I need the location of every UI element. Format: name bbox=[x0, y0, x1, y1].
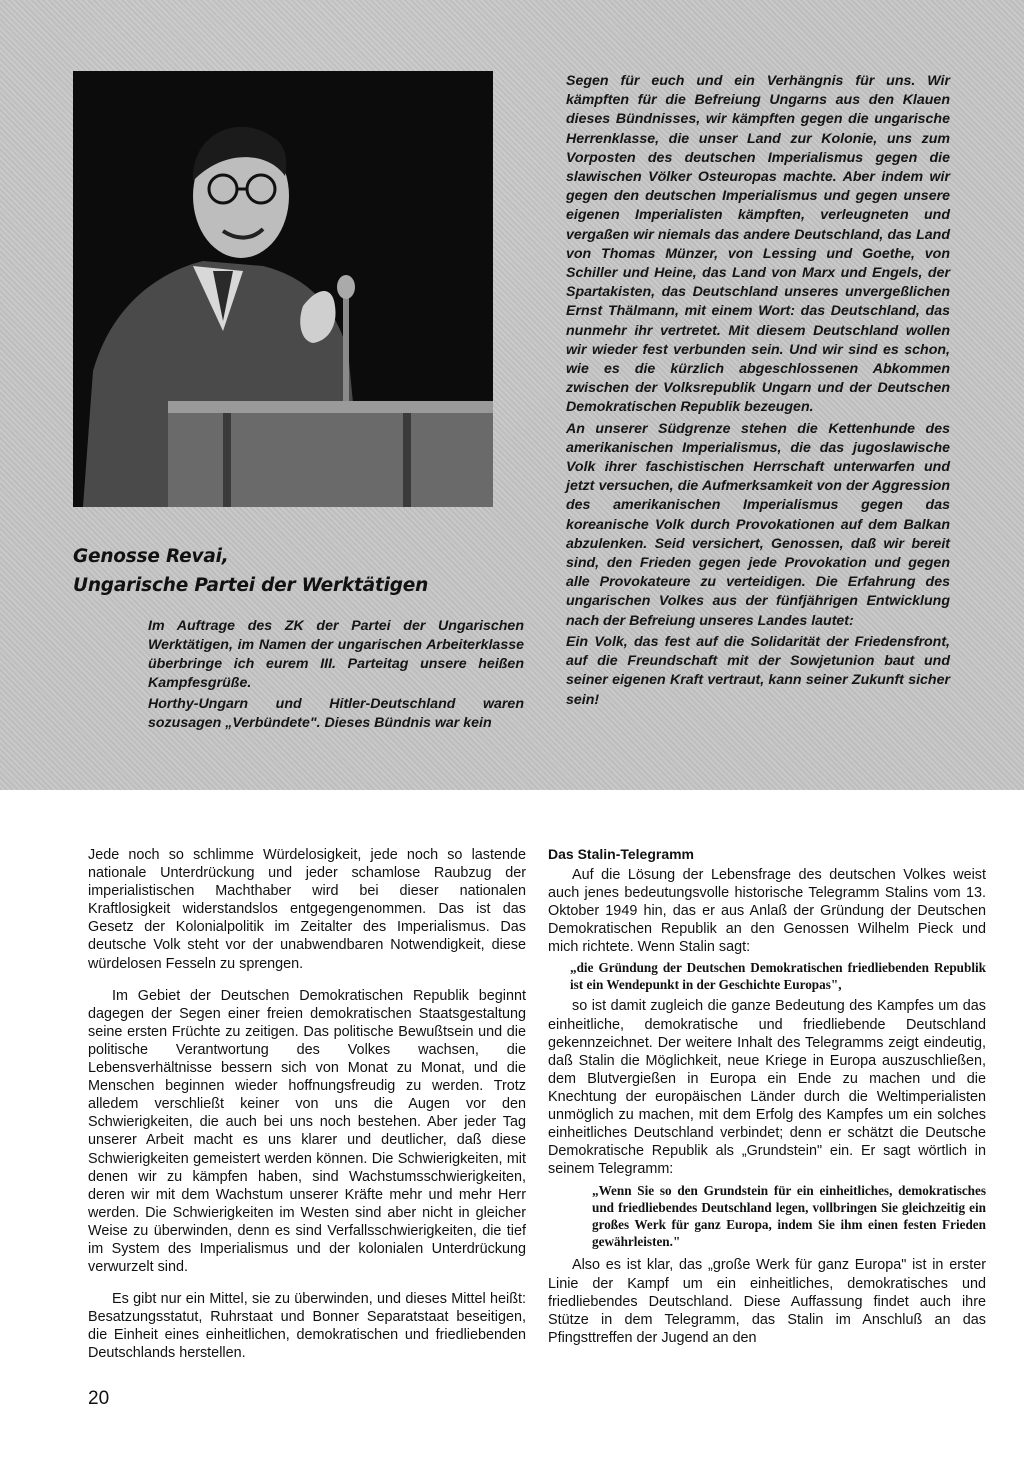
section-heading: Das Stalin-Telegramm bbox=[548, 846, 695, 862]
article-paragraph: Also es ist klar, das „große Werk für ganz Europa" ist in erster Linie der Kampf um ein einheitliches, demokratisches und friedliebendes Deutschland. Diese Auffassung findet auch ihre Stütze in dem Telegramm, das Stalin im Anschluß an das Pfingsttreffen der Jugend an den bbox=[548, 1257, 986, 1346]
page-number: 20 bbox=[88, 1388, 110, 1409]
intro-paragraph: Im Auftrage des ZK der Partei der Ungarischen Werktätigen, im Namen der ungarischen Arbeiterklasse überbringe ich eurem III. Parteitag unsere heißen Kampfesgrüße. bbox=[148, 618, 524, 691]
caption-party: Ungarische Partei der Werktätigen bbox=[73, 575, 429, 596]
article-paragraph: Jede noch so schlimme Würdelosigkeit, jede noch so lastende nationale Unterdrückung und jeder schamlose Raubzug der imperialistischen Machthaber wird bei dieser nationalen Kraftlosigkeit widerstandslos entgegengenommen. Das ist das Gesetz der Kolonialpolitik im Zeitalter des Imperialismus. Das deutsche Volk steht vor der unabwendbaren Notwendigkeit, diese würdelosen Fesseln zu sprengen. bbox=[88, 847, 526, 972]
speech-continuation bbox=[566, 72, 950, 712]
article-left-column bbox=[88, 846, 526, 1363]
article-right-column bbox=[548, 845, 986, 1347]
intro-paragraph: Horthy-Ungarn und Hitler-Deutschland waren sozusagen „Verbündete". Dieses Bündnis war kein bbox=[148, 696, 524, 731]
article-paragraph: so ist damit zugleich die ganze Bedeutung des Kampfes um das einheitliche, demokratische und friedliebende Deutschland gekennzeichnet. Der weitere Inhalt des Telegramms zeigt eindeutig, daß Stalin die Möglichkeit, neue Kriege in Europa auszuschließen, dem Blutvergießen in Europa ein Ende zu machen und die Knechtung der europäischen Länder durch die Weltimperialisten unmöglich zu machen, mit dem Erfolg des Kampfes um ein solches einheitliches Deutschland verbindet; denn er schätzt die Deutsche Demokratische Republik als „Grundstein" ein. Er sagt wörtlich in seinem Telegramm: bbox=[548, 998, 986, 1178]
speech-paragraph: An unserer Südgrenze stehen die Kettenhunde des amerikanischen Imperialismus, die das jugoslawische Volk ihrer faschistischen Herrschaft unterwarfen und jetzt versuchen, die Aufmerksamkeit von der Aggression des amerikanischen Imperialismus gegen das koreanische Volk durch Provokationen auf dem Balkan abzulenken. Seid versichert, Genossen, daß wir bereit sind, den Frieden gegen jede Provokation und gegen alle Provokateure zu verteidigen. Die Erfahrung des ungarischen Volkes aus der fünfjährigen Entwicklung nach der Befreiung unseres Landes lautet: bbox=[566, 420, 950, 629]
speech-paragraph: Ein Volk, das fest auf die Solidarität der Friedensfront, auf die Freundschaft mit der Sowjetunion baut und seiner eigenen Kraft vertraut, kann seiner Zukunft sicher sein! bbox=[566, 633, 950, 708]
speaker-portrait-icon bbox=[73, 71, 493, 507]
speech-paragraph: Segen für euch und ein Verhängnis für uns. Wir kämpften für die Befreiung Ungarns aus den Klauen dieses Bündnisses, wir kämpften gegen die ungarische Herrenklasse, die unser Land zur Kolonie, uns zum Vorposten des deutschen Imperialismus gegen die slawischen Völker Osteuropas machte. Aber indem wir gegen den deutschen Imperialismus und gegen unsere eigenen Imperialisten kämpften, verleugneten und vergaßen wir niemals das andere Deutschland, das Land von Thomas Münzer, von Lessing und Goethe, von Schiller und Heine, das Land von Marx und Engels, der Spartakisten, das Deutschland unseres unvergeßlichen Ernst Thälmann, mit einem Wort: das Deutschland, das nunmehr ihr vertretet. Mit diesem Deutschland wollen wir wieder fest verbunden sein. Und wir sind es schon, wie es die kürzlich abgeschlossenen Abkommen zwischen der Volksrepublik Ungarn und der Deutschen Demokratischen Republik bezeugen. bbox=[566, 73, 950, 416]
article-paragraph: Es gibt nur ein Mittel, sie zu überwinden, und dieses Mittel heißt: Besatzungsstatut, Ruhrstaat und Bonner Separatstaat beseitigen, die Einheit eines einheitlichen, demokratischen und friedliebenden Deutschlands herstellen. bbox=[88, 1291, 526, 1362]
telegram-quote: „die Gründung der Deutschen Demokratischen friedliebenden Republik ist ein Wendepunkt in der Geschichte Europas", bbox=[570, 960, 986, 993]
article-paragraph: Auf die Lösung der Lebensfrage des deutschen Volkes weist auch jenes bedeutungsvolle historische Telegramm Stalins vom 13. Oktober 1949 hin, das er aus Anlaß der Gründung der Deutschen Demokratischen Republik an den Genossen Wilhelm Pieck und mich richtete. Wenn Stalin sagt: bbox=[548, 867, 986, 956]
speaker-portrait-photo bbox=[73, 71, 493, 507]
photo-caption bbox=[73, 542, 493, 600]
speech-intro bbox=[148, 617, 524, 735]
article-paragraph: Im Gebiet der Deutschen Demokratischen Republik beginnt dagegen der Segen einer freien demokratischen Staatsgestaltung seine ersten Früchte zu zeitigen. Das politische Bewußtsein und die politische Verantwortung des Volkes wachsen, die Lebensverhältnisse bessern sich von Monat zu Monat, und die Menschen beginnen wieder hoffnungsfreudig zu werden. Trotz alledem verschließt keiner von uns die Augen vor den Schwierigkeiten, die auch bei uns noch bestehen. Aber jeder Tag unserer Arbeit macht es uns klarer und deutlicher, daß diese Schwierigkeiten gemeistert werden können. Die Schwierigkeiten, mit denen wir zu kämpfen haben, sind Wachstumsschwierigkeiten, deren wir mit dem Wachstum unserer Kräfte mehr und mehr Herr werden. Die Schwierigkeiten im Westen sind aber nicht in gleicher Weise zu überwinden, denn es sind Verfallsschwierigkeiten, die tief im System des Imperialismus und der kolonialen Unterdrückung verwurzelt sind. bbox=[88, 987, 526, 1276]
caption-name: Genosse Revai, bbox=[73, 546, 229, 567]
telegram-quote: „Wenn Sie so den Grundstein für ein einheitliches, demokratisches und friedliebendes Deutschland legen, vollbringen Sie gleichzeitig ein großes Werk für ganz Europa, indem Sie ihm einen festen Frieden gewährleisten." bbox=[592, 1183, 986, 1250]
